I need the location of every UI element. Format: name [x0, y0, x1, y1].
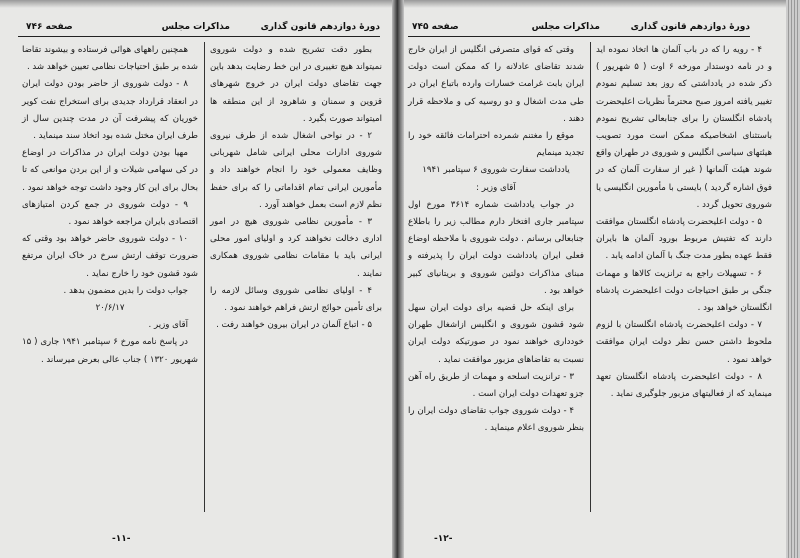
- paragraph: ۴ - رویه را که در باب آلمان ها اتخاذ نموده اید و در نامه دوستدار مورخه ۶ اوت ( ۵ شهریور ) ذکر شده در یادداشتی که روز بعد تسلیم نمودم تغییر یافته امروز صبح محترماً نظریات اعلیحضرت پادشاه انگلستان را برای جنابعالی تشریح نمودم باستثنای اشخاصیکه ممکن است مورد تصویب هیئتهای سیاسی انگلیس و شوروی در طهران واقع شوند هیئت آلمانها ( غیر از سفارت آلمان که در فوق اشاره گردید ) بایستی با مأمورین انگلیسی یا شوروی تحویل گردد .: [596, 45, 773, 210]
- left-page-header: [18, 22, 380, 37]
- right-page-right-column: [596, 42, 772, 403]
- paragraph: بطور دقت تشریح شده و دولت شوروی نمیتواند هیچ تغییری در این خط رضایت بدهد باین جهت تقاضای دولت ایران در خروج شهرهای قزوین و سمنان و شاهرود از این منطقه ها امیتواند صورت بگیرد .: [210, 45, 382, 124]
- book-gutter: [392, 0, 404, 558]
- salutation: آقای وزیر :: [476, 182, 516, 193]
- subheading: یادداشت سفارت شوروی ۶ سپتامبر ۱۹۴۱: [422, 165, 570, 176]
- paragraph: ۲ - در نواحی اشغال شده از طرف نیروی شوروی ادارات محلی ایرانی شامل شهربانی وظایف معمولی خود را انجام خواهند داد و مأمورین ایرانی تمام اقداماتی را که برای حفظ نظم لازم است بعمل خواهند آورد .: [210, 131, 382, 210]
- section-title: مذاکرات مجلس: [161, 22, 230, 32]
- left-page: [0, 0, 392, 558]
- salutation: آقای وزیر .: [148, 320, 188, 331]
- paragraph: موقع را مغتنم شمرده احترامات فائقه خود را تجدید مینمایم: [408, 131, 584, 159]
- paragraph: مهیا بودن دولت ایران در مذاکرات در اوضاع در کی سهامی شیلات و از این بردن موانعی که تا بحال برای این کار وجود داشت توجه خواهد نمود .: [22, 148, 198, 193]
- scan-shadow: [404, 0, 800, 8]
- right-page-left-column: [408, 42, 584, 438]
- page-number: صفحه ۷۴۵: [412, 22, 459, 32]
- column-divider: [590, 42, 591, 512]
- page-edge: [786, 0, 800, 558]
- section-title: مذاکرات مجلس: [531, 22, 600, 32]
- page-number: صفحه ۷۴۶: [26, 22, 73, 32]
- paragraph: برای اینکه حل قضیه برای دولت ایران سهل شود قشون شوروی و انگلیس ازاشغال طهران خودداری خواهند نمود در صورتیکه دولت ایران نسبت به تقاضاهای مزبور موافقت نماید .: [408, 303, 584, 365]
- right-page: [404, 0, 800, 558]
- left-page-right-column: [210, 42, 382, 334]
- paragraph: ۳ - ترانزیت اسلحه و مهمات از طریق راه آهن جزو تعهدات دولت ایران است .: [408, 371, 584, 400]
- page-footer-number: -۱۱-: [112, 534, 131, 544]
- date: ۲۰/۶/۱۷: [95, 303, 125, 314]
- page-footer-number: -۱۲-: [434, 534, 453, 544]
- paragraph: همچنین راههای هوائی فرستاده و بیشوند تقاضا شده بر طبق احتیاجات نظامی تعیین خواهد شد .: [22, 45, 198, 73]
- paragraph: ۶ - تسهیلات راجع به ترانزیت کالاها و مهمات جنگی بر طبق احتیاجات دولت اعلیحضرت پادشاه انگلستان خواهد بود .: [596, 268, 772, 314]
- paragraph: وقتی که قوای متصرفی انگلیس از ایران خارج شدند تقاضای عادلانه را که ممکن است دولت ایران بابت غرامت خسارات وارده باتباع ایران در طی مدت اشغال و دو روسیه کی و ملاحظه قرار دهند .: [408, 45, 584, 124]
- right-page-header: [408, 22, 750, 37]
- paragraph: ۸ - دولت شوروی از حاضر بودن دولت ایران در انعقاد قرارداد جدیدی برای استخراج نفت کویر خوریان که پیشرفت آن در مدت چندین سال از طرف ایران مختل شده بود اتخاذ سند مینماید .: [22, 79, 198, 142]
- column-divider: [204, 42, 205, 512]
- paragraph: ۳ - مأمورین نظامی شوروی هیچ در امور اداری دخالت نخواهند کرد و اولیای امور محلی ایرانی باید با مقامات نظامی شوروی همکاری نمایند .: [210, 217, 382, 279]
- paragraph: ۴ - دولت شوروی جواب تقاضای دولت ایران را بنظر شوروی اعلام مینماید .: [408, 406, 584, 434]
- paragraph: ۵ - دولت اعلیحضرت پادشاه انگلستان موافقت دارند که تفتیش مربوط بورود آلمان ها بایران فقط عهده بطور مدت جنگ با آلمان ادامه یابد .: [596, 217, 772, 262]
- paragraph: در پاسخ نامه مورخ ۶ سپتامبر ۱۹۴۱ جاری ( ۱۵ شهریور ۱۳۲۰ ) جناب عالی بعرض میرساند .: [22, 337, 198, 365]
- paragraph: ۷ - دولت اعلیحضرت پادشاه انگلستان با لزوم ملحوظ داشتن حسن نظر دولت ایران موافقت خواهد نمود .: [596, 320, 772, 365]
- paragraph: ۹ - دولت شوروی در جمع کردن امتیازهای اقتصادی بایران مراجعه خواهد نمود .: [22, 199, 198, 228]
- paragraph: جواب دولت را بدین مضمون بدهد .: [63, 285, 188, 296]
- paragraph: ۱۰ - دولت شوروی حاضر خواهد بود وقتی که ضرورت توقف ارتش سرخ در خاک ایران مرتفع شود قشون خود را خارج نماید .: [22, 234, 198, 279]
- period-title: دورهٔ دوازدهم قانون گذاری: [260, 22, 380, 32]
- left-page-left-column: [22, 42, 198, 369]
- scan-shadow: [0, 0, 392, 8]
- paragraph: در جواب یادداشت شماره ۳۶۱۴ مورخ اول سپتامبر جاری افتخار دارم مطالب زیر را باطلاع جنابعالی برسانم . دولت شوروی با ملاحظه اوضاع فعلی ایران یادداشت دولت ایران را پذیرفته و مبنای مذاکرات دولتین شوروی و بریتانیای کبیر خواهد بود .: [408, 199, 584, 296]
- period-title: دورهٔ دوازدهم قانون گذاری: [630, 22, 750, 32]
- paragraph: ۵ - اتباع آلمان در ایران بیرون خواهند رفت .: [216, 320, 372, 331]
- paragraph: ۸ - دولت اعلیحضرت پادشاه انگلستان تعهد مینماید که از فعالیتهای مزبور جلوگیری نماید .: [596, 371, 772, 400]
- paragraph: ۴ - اولیای نظامی شوروی وسائل لازمه را برای تأمین حوائج ارتش فراهم خواهند نمود .: [210, 285, 382, 314]
